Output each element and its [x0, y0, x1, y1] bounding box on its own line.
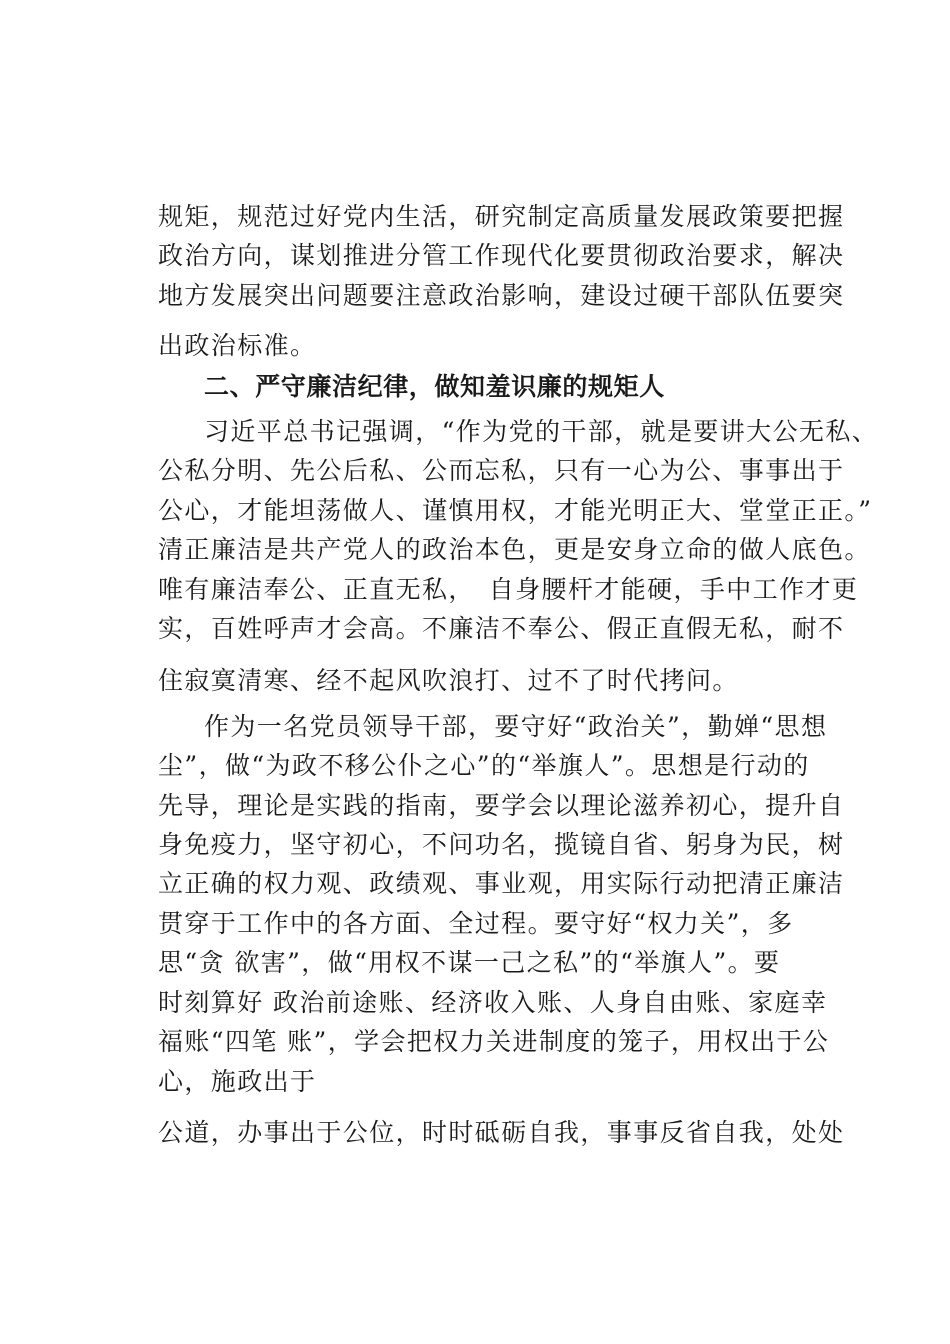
body-text-line: 尘”，做“为政不移公仆之心”的“举旗人”。思想是行动的: [158, 751, 810, 780]
body-text-line: 唯有廉洁奉公、正直无私， 自身腰杆才能硬，手中工作才更: [158, 575, 859, 604]
body-text-line: 出政治标准。: [158, 331, 317, 360]
body-text-line: 立正确的权力观、政绩观、事业观，用实际行动把清正廉洁: [158, 869, 845, 898]
body-text-line: 时刻算好 政治前途账、经济收入账、人身自由账、家庭幸: [158, 988, 828, 1017]
body-text-line: 贯穿于工作中的各方面、全过程。要守好“权力关”，多: [158, 909, 794, 938]
body-text-line: 公心，才能坦荡做人、谨慎用权，才能光明正大、堂堂正正。”: [158, 496, 873, 525]
body-text-line: 地方发展突出问题要注意政治影响，建设过硬干部队伍要突: [158, 281, 845, 310]
body-text-line: 先导，理论是实践的指南，要学会以理论滋养初心，提升自: [158, 791, 845, 820]
body-text-line: 思“贪 欲害”，做“用权不谋一己之私”的“举旗人”。要: [158, 948, 781, 977]
body-text-line: 心，施政出于: [158, 1067, 317, 1096]
body-text-line: 规矩，规范过好党内生活，研究制定高质量发展政策要把握: [158, 202, 845, 231]
body-text-line: 习近平总书记强调，“作为党的干部，就是要讲大公无私、: [204, 417, 879, 446]
section-heading: 二、严守廉洁纪律，做知羞识廉的规矩人: [204, 372, 665, 401]
body-text-line: 政治方向，谋划推进分管工作现代化要贯彻政治要求，解决: [158, 241, 845, 270]
body-text-line: 住寂寞清寒、经不起风吹浪打、过不了时代拷问。: [158, 666, 739, 695]
body-text-line: 身免疫力，坚守初心，不问功名，揽镜自省、躬身为民，树: [158, 830, 845, 859]
body-text-line: 公道，办事出于公位，时时砥砺自我，事事反省自我，处处: [158, 1118, 845, 1147]
body-text-line: 公私分明、先公后私、公而忘私，只有一心为公、事事出于: [158, 456, 845, 485]
body-text-line: 福账“四笔 账”，学会把权力关进制度的笼子，用权出于公: [158, 1027, 830, 1056]
body-text-line: 清正廉洁是共产党人的政治本色，更是安身立命的做人底色。: [158, 535, 871, 564]
body-text-line: 作为一名党员领导干部，要守好“政治关”，勤婵“思想: [204, 712, 828, 741]
body-text-line: 实，百姓呼声才会高。不廉洁不奉公、假正直假无私，耐不: [158, 614, 845, 643]
